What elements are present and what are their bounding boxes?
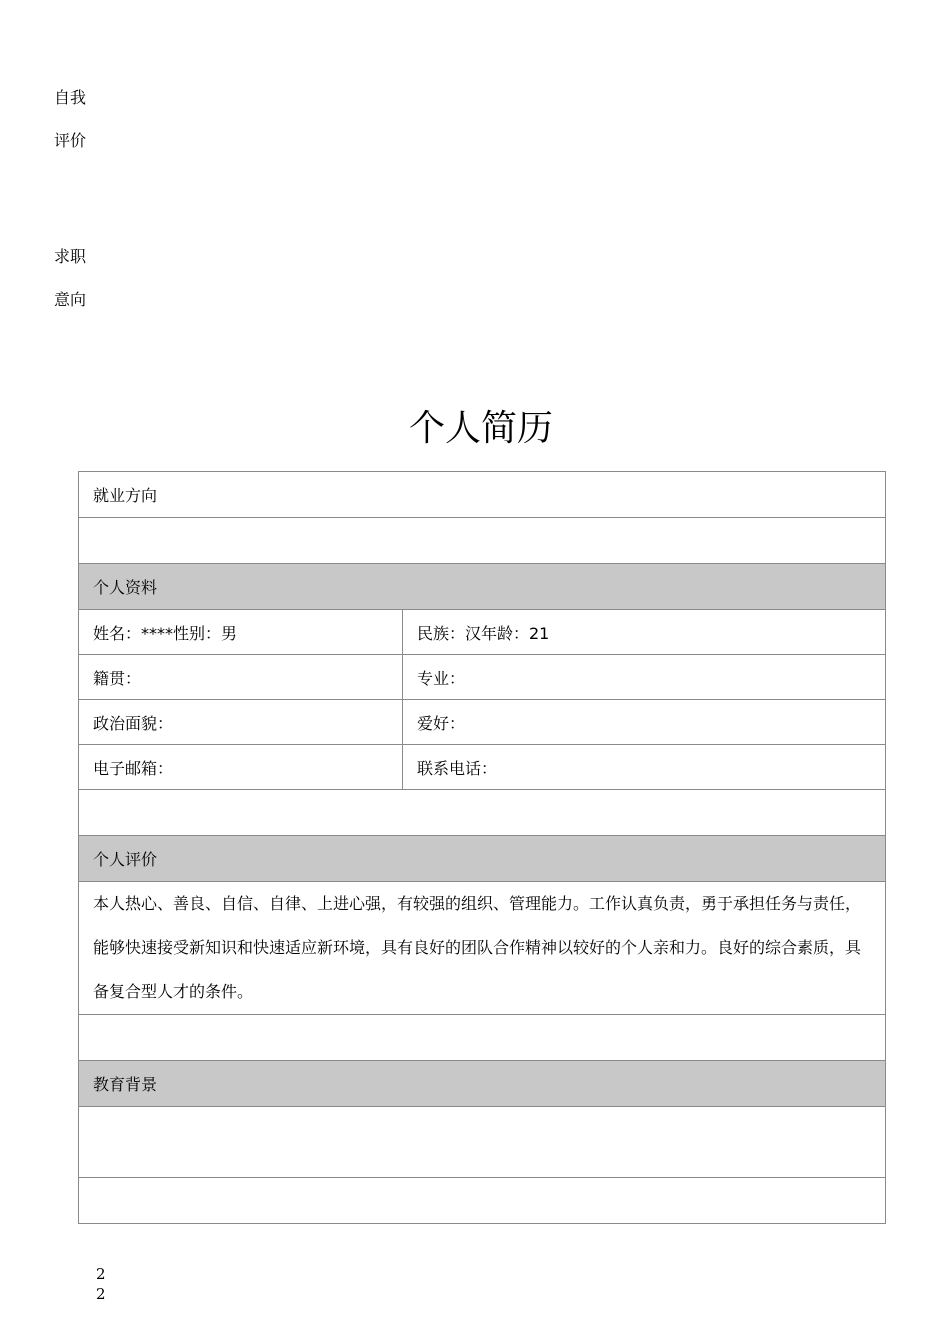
table-row bbox=[79, 1015, 886, 1061]
side-label-self-eval-1: 自我 bbox=[54, 88, 87, 107]
native-place-cell: 籍贯： bbox=[79, 655, 403, 700]
resume-table bbox=[78, 471, 886, 1224]
major-cell: 专业： bbox=[403, 655, 886, 700]
name-gender-cell: 姓名：****性别：男 bbox=[79, 610, 403, 655]
section-header-row bbox=[79, 564, 886, 610]
blank-cell bbox=[79, 1015, 886, 1061]
political-status-cell: 政治面貌： bbox=[79, 700, 403, 745]
section-header-row bbox=[79, 1061, 886, 1107]
section-header-row bbox=[79, 836, 886, 882]
personal-info-header: 个人资料 bbox=[79, 564, 886, 610]
phone-cell: 联系电话： bbox=[403, 745, 886, 790]
table-row bbox=[79, 655, 886, 700]
education-entry-cell bbox=[79, 1178, 886, 1224]
table-row bbox=[79, 518, 886, 564]
education-header: 教育背景 bbox=[79, 1061, 886, 1107]
table-row bbox=[79, 1107, 886, 1178]
self-eval-header: 个人评价 bbox=[79, 836, 886, 882]
side-label-job-intent-2: 意向 bbox=[54, 290, 87, 309]
table-row bbox=[79, 472, 886, 518]
table-row bbox=[79, 1178, 886, 1224]
page-title: 个人简历 bbox=[408, 408, 553, 449]
blank-cell bbox=[79, 790, 886, 836]
career-direction-label: 就业方向 bbox=[79, 472, 886, 518]
side-label-self-eval-2: 评价 bbox=[54, 131, 87, 150]
table-row bbox=[79, 882, 886, 1015]
table-row bbox=[79, 700, 886, 745]
hobbies-cell: 爱好： bbox=[403, 700, 886, 745]
career-direction-value bbox=[79, 518, 886, 564]
page-number-line-2: 2 bbox=[96, 1285, 106, 1303]
side-label-job-intent-1: 求职 bbox=[54, 247, 87, 266]
ethnicity-age-cell: 民族：汉年龄：21 bbox=[403, 610, 886, 655]
self-eval-text: 本人热心、善良、自信、自律、上进心强，有较强的组织、管理能力。工作认真负责，勇于承担任务与责任，能够快速接受新知识和快速适应新环境，具有良好的团队合作精神以较好的个人亲和力。良好的综合素质，具备复合型人才的条件。 bbox=[79, 882, 886, 1015]
table-row bbox=[79, 745, 886, 790]
email-cell: 电子邮箱： bbox=[79, 745, 403, 790]
education-entry-cell bbox=[79, 1107, 886, 1178]
table-row bbox=[79, 610, 886, 655]
table-row bbox=[79, 790, 886, 836]
page-number-line-1: 2 bbox=[96, 1265, 106, 1283]
